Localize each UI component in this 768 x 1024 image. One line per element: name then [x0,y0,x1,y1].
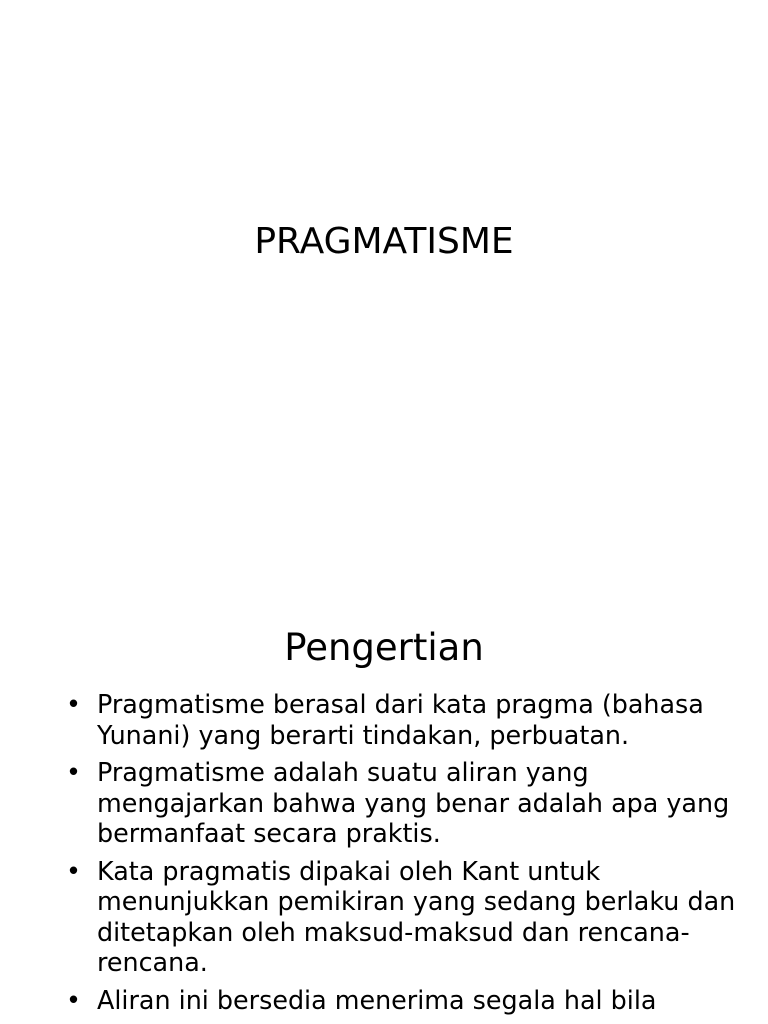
bullet-text: Pragmatisme berasal dari kata pragma (bahasa Yunani) yang berarti tindakan, perbuatan. [97,689,704,750]
bullet-dot-icon: • [66,689,81,719]
slide-definition [0,576,768,1024]
definition-bullet-list [0,689,768,1022]
bullet-text: Kata pragmatis dipakai oleh Kant untuk menunjukkan pemikiran yang sedang berlaku dan ditetapkan oleh maksud-maksud dan rencana-rencana. [97,855,736,977]
bullet-item [0,856,768,978]
bullet-text: Aliran ini bersedia menerima segala hal bila [97,984,657,1015]
bullet-item [0,757,768,849]
bullet-text: Pragmatisme adalah suatu aliran yang mengajarkan bahwa yang benar adalah apa yang bermanfaat secara praktis. [97,757,730,848]
definition-heading: Pengertian [284,626,484,669]
bullet-dot-icon: • [66,855,81,886]
bullet-item [0,689,768,750]
bullet-dot-icon: • [66,984,81,1015]
slide-title-heading: PRAGMATISME [254,221,514,262]
bullet-item [0,985,768,1016]
bullet-dot-icon: • [66,757,81,787]
